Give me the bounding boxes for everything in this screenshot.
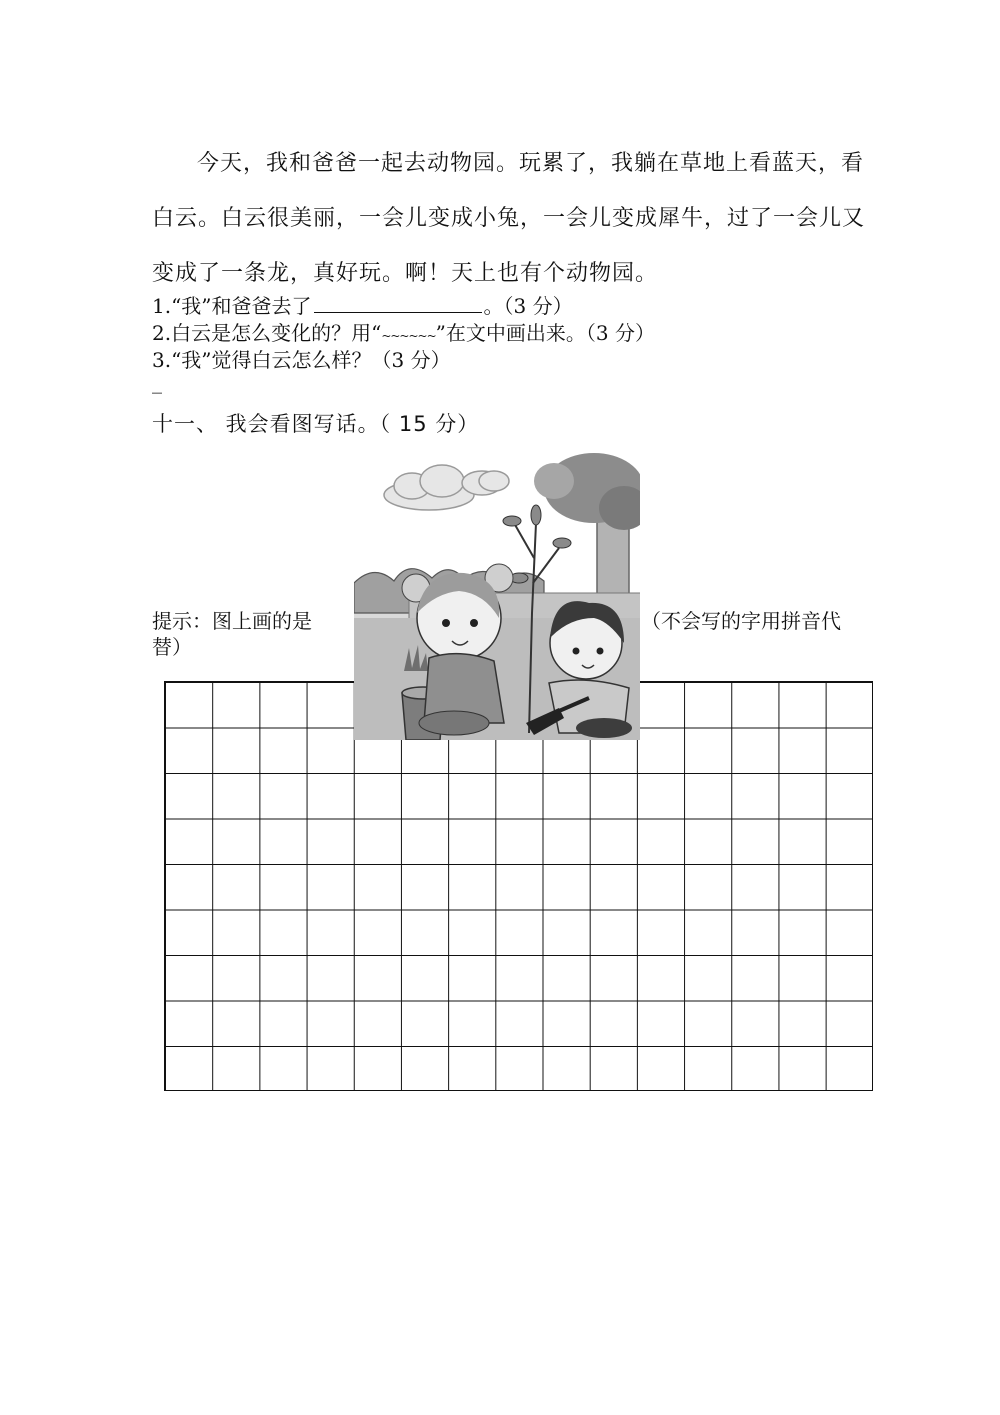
hint-line-1-left: 提示：图上画的是	[152, 609, 312, 633]
question-2-suffix: ”在文中画出来。（3 分）	[435, 321, 655, 345]
answer-blank-1[interactable]	[314, 294, 482, 313]
passage-line-2: 白云。白云很美丽，一会儿变成小兔，一会儿变成犀牛，过了一会儿又	[152, 206, 866, 231]
section-heading: 十一、 我会看图写话。（ 15 分）	[152, 412, 480, 436]
passage-line-3: 变成了一条龙，真好玩。啊！天上也有个动物园。	[152, 261, 659, 286]
hint-line-2: 替）	[152, 635, 192, 659]
question-2	[152, 317, 655, 346]
question-3: 3.“我”觉得白云怎么样？（3 分）	[152, 348, 451, 372]
tree-planting-illustration	[354, 453, 640, 740]
hint-line-1-right: （不会写的字用拼音代	[641, 609, 841, 633]
question-2-prefix: 2.白云是怎么变化的？用“	[152, 321, 382, 345]
question-1	[152, 290, 573, 319]
question-1-suffix: 。（3 分）	[483, 294, 573, 318]
question-1-prefix: 1.“我”和爸爸去了	[152, 294, 312, 318]
answer-line-3[interactable]: _	[152, 370, 162, 394]
writing-grid[interactable]	[164, 681, 873, 1091]
wavy-line-mark: ~~~~~~	[381, 329, 436, 343]
passage-line-1: 今天，我和爸爸一起去动物园。玩累了，我躺在草地上看蓝天，看	[197, 151, 865, 176]
